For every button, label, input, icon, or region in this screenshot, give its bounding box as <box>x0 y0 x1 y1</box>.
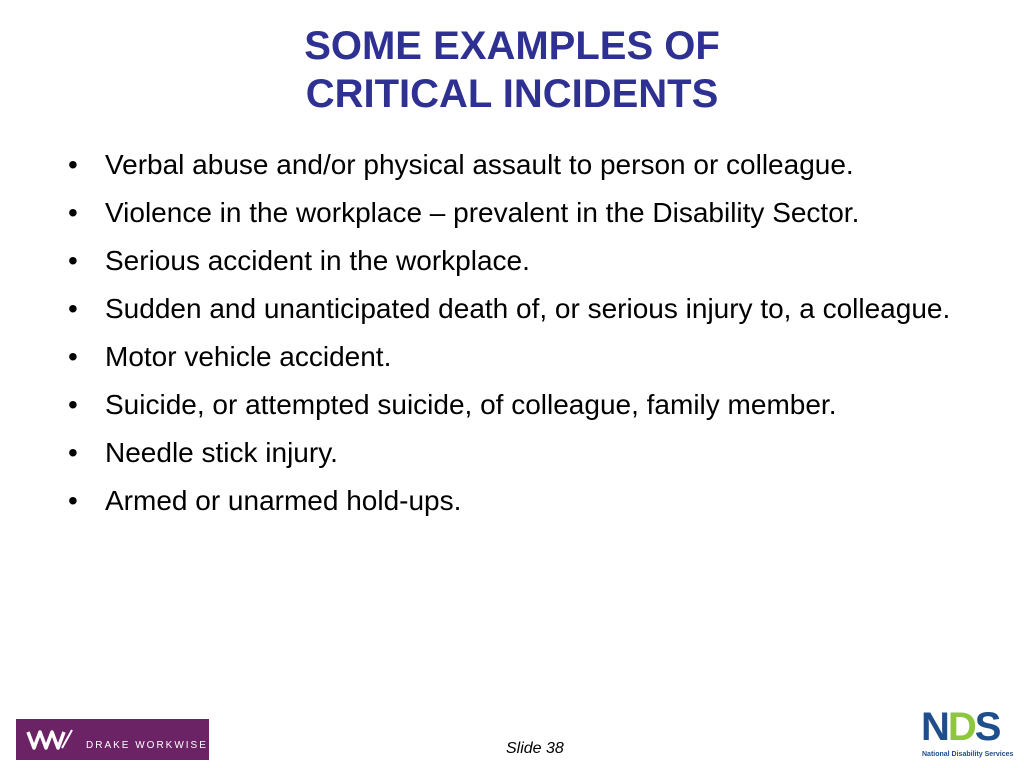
slide-title <box>0 22 1024 118</box>
bullet-item <box>60 338 966 376</box>
bullet-dot: • <box>68 437 78 468</box>
bullet-text: Verbal abuse and/or physical assault to person or colleague. <box>105 149 854 180</box>
bullet-item <box>60 386 966 424</box>
bullet-item <box>60 482 966 520</box>
bullet-text: Violence in the workplace – prevalent in the Disability Sector. <box>105 197 860 228</box>
bullet-text: Needle stick injury. <box>105 437 338 468</box>
bullet-text: Motor vehicle accident. <box>105 341 392 372</box>
title-line-2: CRITICAL INCIDENTS <box>305 72 719 116</box>
bullet-item <box>60 242 966 280</box>
drake-w-mark-icon <box>26 728 80 752</box>
bullet-dot: • <box>68 149 78 180</box>
nds-letter-d: D <box>947 705 975 749</box>
bullet-item <box>60 434 966 472</box>
bullet-text: Serious accident in the workplace. <box>105 245 530 276</box>
bullet-item <box>60 290 966 328</box>
nds-letters <box>921 706 999 748</box>
bullet-dot: • <box>68 341 78 372</box>
bullet-text: Armed or unarmed hold-ups. <box>105 485 462 516</box>
bullet-text: Suicide, or attempted suicide, of colleague, family member. <box>105 389 837 420</box>
nds-letter-n: N <box>921 705 948 749</box>
bullet-item <box>60 146 966 184</box>
title-line-1: SOME EXAMPLES OF <box>304 24 720 68</box>
bullet-text: Sudden and unanticipated death of, or serious injury to, a colleague. <box>105 293 951 324</box>
slide-number: Slide 38 <box>506 740 564 757</box>
bullet-list <box>60 146 966 530</box>
nds-tagline: National Disability Services <box>922 751 1014 758</box>
bullet-dot: • <box>68 197 78 228</box>
bullet-dot: • <box>68 389 78 420</box>
drake-brand-text: DRAKE WORKWISE <box>86 740 208 751</box>
nds-letter-s: S <box>974 705 1000 749</box>
bullet-dot: • <box>68 485 78 516</box>
bullet-dot: • <box>68 245 78 276</box>
bullet-dot: • <box>68 293 78 324</box>
nds-logo <box>921 706 1013 762</box>
drake-workwise-logo <box>16 719 209 760</box>
bullet-item <box>60 194 966 232</box>
